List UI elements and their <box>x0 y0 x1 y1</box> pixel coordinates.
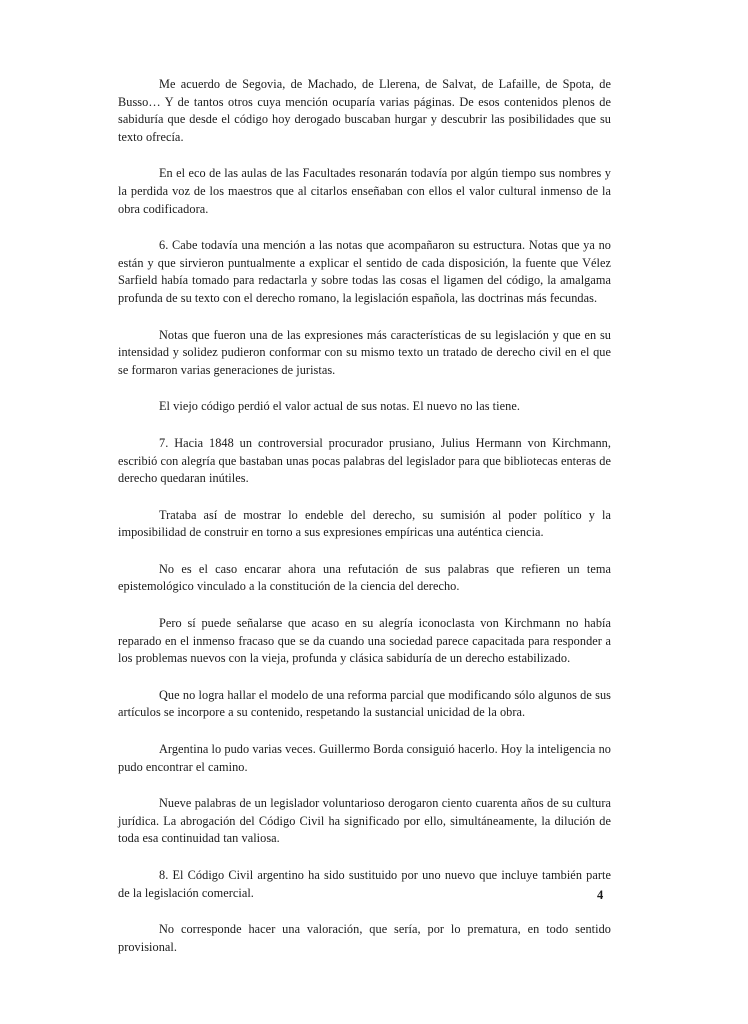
document-body <box>118 76 611 975</box>
paragraph: 6. Cabe todavía una mención a las notas que acompañaron su estructura. Notas que ya no están y que sirvieron puntualmente a explicar el sentido de cada disposición, la fuente que Vélez Sarfield había tomado para redactarla y sobre todas las cosas el ligamen del código, la amalgama profunda de su texto con el derecho romano, la legislación española, las doctrinas más fecundas. <box>118 238 611 305</box>
paragraph: Me acuerdo de Segovia, de Machado, de Llerena, de Salvat, de Lafaille, de Spota, de Busso… Y de tantos otros cuya mención ocuparía varias páginas. De esos contenidos plenos de sabiduría que desde el código hoy derogado buscaban hurgar y descubrir las posibilidades que su texto ofrecía. <box>118 77 611 144</box>
paragraph: 7. Hacia 1848 un controversial procurador prusiano, Julius Hermann von Kirchmann, escribió con alegría que bastaban unas pocas palabras del legislador para que bibliotecas enteras de derecho quedaran inútiles. <box>118 435 611 486</box>
paragraph: Argentina lo pudo varias veces. Guillermo Borda consiguió hacerlo. Hoy la inteligencia no pudo encontrar el camino. <box>118 742 611 774</box>
paragraph: 8. El Código Civil argentino ha sido sustituido por uno nuevo que incluye también parte de la legislación comercial. <box>118 868 611 900</box>
paragraph: En el eco de las aulas de las Facultades resonarán todavía por algún tiempo sus nombres y la perdida voz de los maestros que al citarlos enseñaban con ellos el valor cultural inmenso de la obra codificadora. <box>118 166 611 216</box>
paragraph: Que no logra hallar el modelo de una reforma parcial que modificando sólo algunos de sus artículos se incorpore a su contenido, respetando la sustancial unicidad de la obra. <box>118 687 611 720</box>
paragraph: Notas que fueron una de las expresiones más características de su legislación y que en su intensidad y solidez pudieron conformar con su mismo texto un tratado de derecho civil en el que se formaron varias generaciones de juristas. <box>118 327 611 377</box>
paragraph: No es el caso encarar ahora una refutación de sus palabras que refieren un tema epistemológico vinculado a la constitución de la ciencia del derecho. <box>118 561 611 594</box>
paragraph: No corresponde hacer una valoración, que sería, por lo prematura, en todo sentido provisional. <box>118 922 611 954</box>
paragraph: El viejo código perdió el valor actual de sus notas. El nuevo no las tiene. <box>159 399 520 414</box>
paragraph: Pero sí puede señalarse que acaso en su alegría iconoclasta von Kirchmann no había reparado en el inmenso fracaso que se da cuando una sociedad parece capacitada para responder a los problemas nuevos con la vieja, profunda y clásica sabiduría de un derecho estabilizado. <box>118 616 611 666</box>
paragraph: Trataba así de mostrar lo endeble del derecho, su sumisión al poder político y la imposibilidad de construir en torno a sus expresiones empíricas una auténtica ciencia. <box>118 507 611 540</box>
page-number: 4 <box>597 888 604 902</box>
paragraph: Nueve palabras de un legislador voluntarioso derogaron ciento cuarenta años de su cultura jurídica. La abrogación del Código Civil ha significado por ello, simultáneamente, la dilución de toda esa continuidad tan valiosa. <box>118 796 611 846</box>
